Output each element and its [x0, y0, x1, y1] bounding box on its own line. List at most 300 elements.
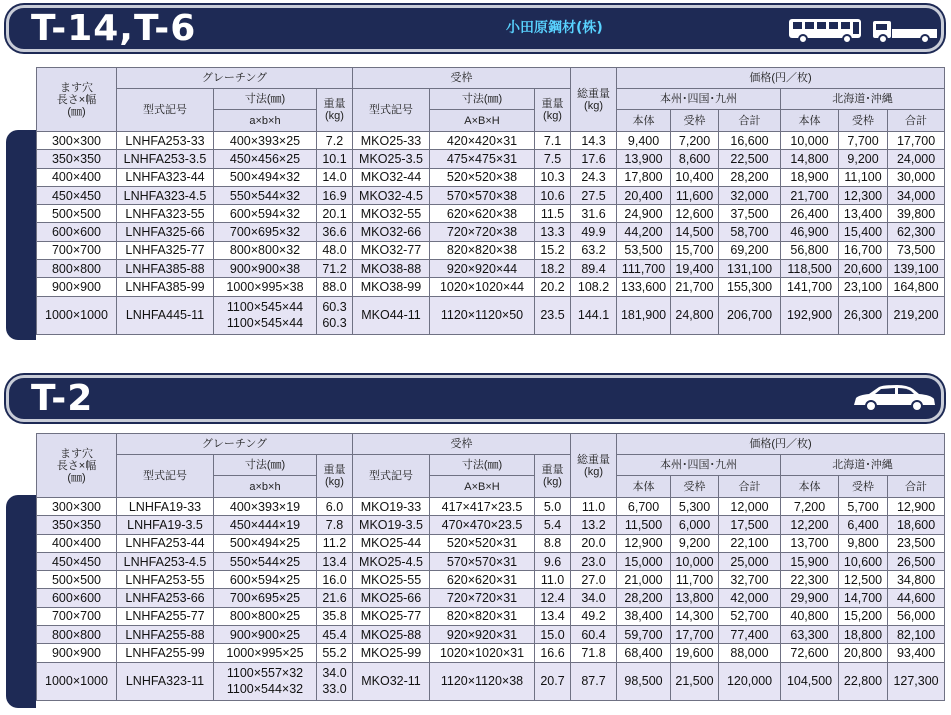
price-frame-header: 受枠	[671, 476, 719, 498]
frame-header: 受枠	[353, 434, 571, 455]
cell-price-total-r1: 58,700	[719, 223, 781, 241]
cell-price-body-r2: 14,800	[781, 150, 839, 168]
frame-dim-header: 寸法(㎜)	[430, 455, 535, 476]
cell-price-frame-r2: 7,700	[839, 132, 888, 150]
table-row	[37, 662, 945, 700]
cell-price-body-r1: 111,700	[617, 260, 671, 278]
table-row	[37, 186, 945, 204]
cell-price-total-r1: 42,000	[719, 589, 781, 607]
cell-frame-dim: 470×470×23.5	[430, 516, 535, 534]
table-side-bar	[6, 130, 36, 340]
cell-total-weight: 60.4	[571, 626, 617, 644]
cell-price-frame-r2: 5,700	[839, 498, 888, 516]
table-row	[37, 626, 945, 644]
cell-total-weight: 13.2	[571, 516, 617, 534]
cell-frame-weight: 20.2	[535, 278, 571, 296]
cell-price-frame-r1: 17,700	[671, 626, 719, 644]
cell-size: 1000×1000	[37, 296, 117, 334]
cell-price-total-r2: 26,500	[888, 552, 945, 570]
cell-grating-weight: 88.0	[317, 278, 353, 296]
cell-frame-dim: 570×570×38	[430, 186, 535, 204]
cell-frame-dim: 1020×1020×44	[430, 278, 535, 296]
cell-frame-weight: 12.4	[535, 589, 571, 607]
cell-frame-dim: 475×475×31	[430, 150, 535, 168]
cell-grating-code: LNHFA325-66	[117, 223, 214, 241]
cell-price-frame-r1: 5,300	[671, 498, 719, 516]
cell-price-body-r2: 104,500	[781, 662, 839, 700]
cell-grating-code: LNHFA255-99	[117, 644, 214, 662]
cell-price-body-r2: 29,900	[781, 589, 839, 607]
cell-price-body-r1: 9,400	[617, 132, 671, 150]
cell-price-frame-r2: 12,300	[839, 186, 888, 204]
cell-price-body-r1: 12,900	[617, 534, 671, 552]
table-row	[37, 260, 945, 278]
cell-size: 700×700	[37, 607, 117, 625]
price-body-header: 本体	[781, 110, 839, 132]
cell-frame-weight: 8.8	[535, 534, 571, 552]
price-table-t2	[36, 433, 945, 701]
cell-price-frame-r1: 10,000	[671, 552, 719, 570]
table-body	[37, 132, 945, 335]
cell-price-frame-r1: 7,200	[671, 132, 719, 150]
cell-frame-code: MKO38-99	[353, 278, 430, 296]
cell-price-body-r2: 22,300	[781, 571, 839, 589]
cell-frame-dim: 820×820×31	[430, 607, 535, 625]
cell-price-total-r1: 131,100	[719, 260, 781, 278]
price-frame-header: 受枠	[839, 476, 888, 498]
cell-frame-code: MKO25-55	[353, 571, 430, 589]
cell-grating-code: LNHFA325-77	[117, 241, 214, 259]
cell-grating-dim: 700×695×25	[214, 589, 317, 607]
cell-price-frame-r2: 15,400	[839, 223, 888, 241]
table-row	[37, 607, 945, 625]
section-title: T-14,T-6	[31, 8, 197, 49]
cell-price-body-r1: 181,900	[617, 296, 671, 334]
table-row	[37, 150, 945, 168]
total-weight-header: 総重量 (kg)	[571, 434, 617, 498]
cell-price-frame-r1: 21,700	[671, 278, 719, 296]
cell-price-frame-r1: 11,600	[671, 186, 719, 204]
grating-header: グレーチング	[117, 68, 353, 89]
cell-price-frame-r1: 11,700	[671, 571, 719, 589]
cell-price-frame-r2: 9,200	[839, 150, 888, 168]
cell-frame-code: MKO25-88	[353, 626, 430, 644]
cell-price-body-r2: 56,800	[781, 241, 839, 259]
cell-grating-dim-line: 1100×557×32	[226, 666, 304, 681]
cell-frame-dim: 1120×1120×50	[430, 296, 535, 334]
cell-price-total-r2: 30,000	[888, 168, 945, 186]
cell-grating-code: LNHFA255-88	[117, 626, 214, 644]
cell-price-total-r2: 56,000	[888, 607, 945, 625]
grating-dim-sub-header: a×b×h	[214, 476, 317, 498]
cell-price-total-r2: 127,300	[888, 662, 945, 700]
cell-price-total-r2: 93,400	[888, 644, 945, 662]
table-row	[37, 223, 945, 241]
grating-weight-header: 重量 (kg)	[317, 89, 353, 132]
cell-frame-code: MKO19-33	[353, 498, 430, 516]
cell-grating-dim: 550×544×32	[214, 186, 317, 204]
cell-total-weight: 27.0	[571, 571, 617, 589]
cell-price-total-r1: 77,400	[719, 626, 781, 644]
cell-price-frame-r1: 12,600	[671, 205, 719, 223]
frame-dim-header: 寸法(㎜)	[430, 89, 535, 110]
cell-frame-code: MKO19-3.5	[353, 516, 430, 534]
cell-grating-weight: 10.1	[317, 150, 353, 168]
cell-total-weight: 108.2	[571, 278, 617, 296]
price-total-header: 合計	[888, 110, 945, 132]
cell-price-frame-r2: 18,800	[839, 626, 888, 644]
price-frame-header: 受枠	[839, 110, 888, 132]
cell-grating-dim-line: 1100×545×44	[226, 316, 304, 331]
section-title: T-2	[31, 378, 94, 419]
grating-dim-sub-header: a×b×h	[214, 110, 317, 132]
cell-price-frame-r1: 19,400	[671, 260, 719, 278]
cell-grating-dim: 500×494×32	[214, 168, 317, 186]
cell-size: 900×900	[37, 278, 117, 296]
cell-frame-weight: 9.6	[535, 552, 571, 570]
cell-price-body-r1: 133,600	[617, 278, 671, 296]
cell-total-weight: 27.5	[571, 186, 617, 204]
price-total-header: 合計	[888, 476, 945, 498]
cell-size: 450×450	[37, 552, 117, 570]
frame-code-header: 型式記号	[353, 89, 430, 132]
cell-price-body-r2: 63,300	[781, 626, 839, 644]
cell-frame-code: MKO25-44	[353, 534, 430, 552]
cell-frame-dim: 1120×1120×38	[430, 662, 535, 700]
total-weight-header: 総重量 (kg)	[571, 68, 617, 132]
cell-frame-dim: 720×720×38	[430, 223, 535, 241]
cell-total-weight: 24.3	[571, 168, 617, 186]
cell-price-total-r2: 34,800	[888, 571, 945, 589]
cell-grating-weight: 13.4	[317, 552, 353, 570]
section-banner-t2	[6, 375, 944, 422]
cell-frame-code: MKO25-3.5	[353, 150, 430, 168]
cell-grating-code: LNHFA253-3.5	[117, 150, 214, 168]
cell-frame-code: MKO32-4.5	[353, 186, 430, 204]
cell-price-body-r1: 28,200	[617, 589, 671, 607]
cell-grating-weight: 16.0	[317, 571, 353, 589]
cell-frame-code: MKO25-4.5	[353, 552, 430, 570]
cell-total-weight: 144.1	[571, 296, 617, 334]
cell-total-weight: 49.2	[571, 607, 617, 625]
cell-grating-weight-line: 33.0	[322, 682, 347, 697]
table-row	[37, 571, 945, 589]
cell-frame-dim: 520×520×38	[430, 168, 535, 186]
cell-grating-code: LNHFA253-33	[117, 132, 214, 150]
col-size-header: ます穴 長さ×幅 (㎜)	[37, 68, 117, 132]
cell-grating-weight: 20.1	[317, 205, 353, 223]
cell-total-weight: 31.6	[571, 205, 617, 223]
cell-grating-code: LNHFA445-11	[117, 296, 214, 334]
grating-dim-header: 寸法(㎜)	[214, 455, 317, 476]
cell-price-frame-r2: 23,100	[839, 278, 888, 296]
cell-grating-code: LNHFA323-55	[117, 205, 214, 223]
cell-price-body-r1: 15,000	[617, 552, 671, 570]
cell-price-body-r1: 68,400	[617, 644, 671, 662]
table-row	[37, 534, 945, 552]
cell-grating-weight	[317, 662, 353, 700]
cell-grating-code: LNHFA253-44	[117, 534, 214, 552]
cell-price-frame-r2: 13,400	[839, 205, 888, 223]
cell-price-total-r1: 28,200	[719, 168, 781, 186]
cell-price-total-r1: 17,500	[719, 516, 781, 534]
cell-frame-weight: 5.0	[535, 498, 571, 516]
cell-grating-dim: 450×444×19	[214, 516, 317, 534]
frame-header: 受枠	[353, 68, 571, 89]
car-icon	[851, 383, 937, 415]
cell-price-total-r2: 44,600	[888, 589, 945, 607]
cell-total-weight: 89.4	[571, 260, 617, 278]
cell-price-frame-r2: 10,600	[839, 552, 888, 570]
cell-price-body-r2: 72,600	[781, 644, 839, 662]
cell-price-body-r1: 6,700	[617, 498, 671, 516]
cell-price-frame-r1: 8,600	[671, 150, 719, 168]
cell-price-total-r1: 88,000	[719, 644, 781, 662]
cell-price-frame-r2: 22,800	[839, 662, 888, 700]
cell-frame-dim: 920×920×31	[430, 626, 535, 644]
frame-dim-sub-header: A×B×H	[430, 476, 535, 498]
cell-frame-code: MKO25-66	[353, 589, 430, 607]
cell-frame-code: MKO25-33	[353, 132, 430, 150]
cell-frame-code: MKO38-88	[353, 260, 430, 278]
cell-price-body-r1: 53,500	[617, 241, 671, 259]
cell-total-weight: 23.0	[571, 552, 617, 570]
cell-total-weight: 14.3	[571, 132, 617, 150]
cell-total-weight: 63.2	[571, 241, 617, 259]
table-row	[37, 516, 945, 534]
cell-price-total-r2: 39,800	[888, 205, 945, 223]
table-row	[37, 278, 945, 296]
table-row	[37, 205, 945, 223]
cell-price-body-r2: 15,900	[781, 552, 839, 570]
table-row	[37, 132, 945, 150]
cell-size: 1000×1000	[37, 662, 117, 700]
cell-frame-dim: 620×620×38	[430, 205, 535, 223]
cell-grating-dim: 1000×995×25	[214, 644, 317, 662]
cell-grating-dim: 800×800×32	[214, 241, 317, 259]
cell-price-body-r1: 44,200	[617, 223, 671, 241]
cell-grating-weight: 11.2	[317, 534, 353, 552]
price-body-header: 本体	[617, 110, 671, 132]
cell-grating-weight: 55.2	[317, 644, 353, 662]
cell-price-total-r1: 32,700	[719, 571, 781, 589]
cell-price-frame-r2: 11,100	[839, 168, 888, 186]
cell-price-total-r2: 219,200	[888, 296, 945, 334]
cell-grating-weight: 45.4	[317, 626, 353, 644]
cell-grating-code: LNHFA385-99	[117, 278, 214, 296]
cell-frame-weight: 5.4	[535, 516, 571, 534]
cell-price-body-r2: 12,200	[781, 516, 839, 534]
cell-grating-weight: 48.0	[317, 241, 353, 259]
cell-price-body-r2: 21,700	[781, 186, 839, 204]
cell-price-total-r2: 73,500	[888, 241, 945, 259]
cell-price-frame-r2: 6,400	[839, 516, 888, 534]
cell-size: 450×450	[37, 186, 117, 204]
cell-frame-code: MKO32-55	[353, 205, 430, 223]
cell-price-total-r1: 69,200	[719, 241, 781, 259]
table-row	[37, 168, 945, 186]
cell-price-total-r2: 164,800	[888, 278, 945, 296]
cell-total-weight: 49.9	[571, 223, 617, 241]
cell-total-weight: 11.0	[571, 498, 617, 516]
frame-dim-sub-header: A×B×H	[430, 110, 535, 132]
cell-price-frame-r2: 20,600	[839, 260, 888, 278]
cell-frame-code: MKO25-99	[353, 644, 430, 662]
cell-grating-weight: 35.8	[317, 607, 353, 625]
cell-price-frame-r1: 13,800	[671, 589, 719, 607]
table-side-bar	[6, 495, 36, 708]
cell-price-body-r1: 98,500	[617, 662, 671, 700]
cell-price-total-r2: 18,600	[888, 516, 945, 534]
cell-grating-weight: 14.0	[317, 168, 353, 186]
cell-frame-code: MKO44-11	[353, 296, 430, 334]
cell-size: 350×350	[37, 150, 117, 168]
cell-grating-code: LNHFA323-4.5	[117, 186, 214, 204]
cell-grating-weight: 71.2	[317, 260, 353, 278]
cell-price-total-r1: 120,000	[719, 662, 781, 700]
cell-price-total-r2: 12,900	[888, 498, 945, 516]
cell-frame-weight: 18.2	[535, 260, 571, 278]
cell-price-frame-r1: 19,600	[671, 644, 719, 662]
cell-price-frame-r1: 14,300	[671, 607, 719, 625]
cell-grating-dim: 550×544×25	[214, 552, 317, 570]
cell-grating-dim: 400×393×19	[214, 498, 317, 516]
cell-price-frame-r2: 26,300	[839, 296, 888, 334]
cell-frame-dim: 720×720×31	[430, 589, 535, 607]
cell-price-body-r2: 40,800	[781, 607, 839, 625]
cell-frame-dim: 420×420×31	[430, 132, 535, 150]
cell-grating-weight: 7.8	[317, 516, 353, 534]
cell-grating-code: LNHFA323-11	[117, 662, 214, 700]
price-header: 価格(円／枚)	[617, 68, 945, 89]
cell-frame-weight: 13.3	[535, 223, 571, 241]
cell-grating-dim: 700×695×32	[214, 223, 317, 241]
cell-price-total-r1: 22,100	[719, 534, 781, 552]
table-row	[37, 644, 945, 662]
cell-grating-weight	[317, 296, 353, 334]
cell-size: 600×600	[37, 223, 117, 241]
grating-dim-header: 寸法(㎜)	[214, 89, 317, 110]
cell-price-total-r1: 12,000	[719, 498, 781, 516]
cell-size: 700×700	[37, 241, 117, 259]
cell-price-body-r1: 21,000	[617, 571, 671, 589]
cell-price-body-r1: 11,500	[617, 516, 671, 534]
cell-price-total-r2: 82,100	[888, 626, 945, 644]
cell-frame-weight: 23.5	[535, 296, 571, 334]
bus-icon	[787, 16, 865, 44]
cell-size: 350×350	[37, 516, 117, 534]
cell-size: 500×500	[37, 205, 117, 223]
cell-price-total-r1: 155,300	[719, 278, 781, 296]
col-size-header: ます穴 長さ×幅 (㎜)	[37, 434, 117, 498]
cell-price-total-r2: 23,500	[888, 534, 945, 552]
cell-frame-weight: 10.6	[535, 186, 571, 204]
cell-price-body-r2: 13,700	[781, 534, 839, 552]
frame-code-header: 型式記号	[353, 455, 430, 498]
cell-grating-dim	[214, 662, 317, 700]
price-table-t14-t6	[36, 67, 945, 335]
cell-frame-weight: 11.0	[535, 571, 571, 589]
cell-price-frame-r1: 9,200	[671, 534, 719, 552]
cell-price-body-r2: 18,900	[781, 168, 839, 186]
cell-price-frame-r1: 21,500	[671, 662, 719, 700]
cell-grating-weight-line: 34.0	[322, 666, 347, 681]
company-name: 小田原鋼材(株)	[506, 20, 603, 36]
cell-size: 900×900	[37, 644, 117, 662]
cell-size: 400×400	[37, 168, 117, 186]
cell-price-total-r2: 24,000	[888, 150, 945, 168]
cell-price-body-r1: 59,700	[617, 626, 671, 644]
cell-total-weight: 87.7	[571, 662, 617, 700]
cell-total-weight: 71.8	[571, 644, 617, 662]
cell-frame-weight: 7.1	[535, 132, 571, 150]
cell-price-total-r1: 32,000	[719, 186, 781, 204]
cell-grating-dim: 600×594×25	[214, 571, 317, 589]
cell-grating-code: LNHFA385-88	[117, 260, 214, 278]
cell-grating-dim: 600×594×32	[214, 205, 317, 223]
grating-code-header: 型式記号	[117, 455, 214, 498]
cell-grating-weight: 36.6	[317, 223, 353, 241]
cell-price-frame-r1: 15,700	[671, 241, 719, 259]
cell-price-frame-r1: 24,800	[671, 296, 719, 334]
price-total-header: 合計	[719, 476, 781, 498]
cell-price-frame-r2: 16,700	[839, 241, 888, 259]
cell-grating-code: LNHFA19-3.5	[117, 516, 214, 534]
cell-grating-dim: 1000×995×38	[214, 278, 317, 296]
price-header: 価格(円／枚)	[617, 434, 945, 455]
cell-frame-weight: 15.0	[535, 626, 571, 644]
region1-header: 本州･四国･九州	[617, 89, 781, 110]
cell-grating-dim: 900×900×38	[214, 260, 317, 278]
price-total-header: 合計	[719, 110, 781, 132]
cell-frame-dim: 920×920×44	[430, 260, 535, 278]
cell-grating-weight: 6.0	[317, 498, 353, 516]
cell-grating-dim	[214, 296, 317, 334]
cell-price-frame-r2: 20,800	[839, 644, 888, 662]
cell-total-weight: 34.0	[571, 589, 617, 607]
price-body-header: 本体	[781, 476, 839, 498]
region2-header: 北海道･沖縄	[781, 455, 945, 476]
cell-grating-dim: 400×393×25	[214, 132, 317, 150]
cell-frame-dim: 570×570×31	[430, 552, 535, 570]
cell-size: 300×300	[37, 498, 117, 516]
cell-price-frame-r2: 15,200	[839, 607, 888, 625]
cell-grating-code: LNHFA253-55	[117, 571, 214, 589]
cell-frame-code: MKO32-77	[353, 241, 430, 259]
cell-price-body-r2: 192,900	[781, 296, 839, 334]
cell-grating-code: LNHFA19-33	[117, 498, 214, 516]
frame-weight-header: 重量 (kg)	[535, 455, 571, 498]
cell-frame-weight: 16.6	[535, 644, 571, 662]
cell-frame-dim: 520×520×31	[430, 534, 535, 552]
cell-price-total-r1: 16,600	[719, 132, 781, 150]
cell-grating-weight: 7.2	[317, 132, 353, 150]
cell-frame-weight: 20.7	[535, 662, 571, 700]
cell-frame-dim: 620×620×31	[430, 571, 535, 589]
cell-grating-dim: 500×494×25	[214, 534, 317, 552]
cell-frame-weight: 15.2	[535, 241, 571, 259]
cell-frame-dim: 1020×1020×31	[430, 644, 535, 662]
cell-price-body-r2: 141,700	[781, 278, 839, 296]
cell-grating-weight: 16.9	[317, 186, 353, 204]
cell-frame-code: MKO25-77	[353, 607, 430, 625]
cell-grating-weight-line: 60.3	[322, 316, 347, 331]
cell-frame-code: MKO32-11	[353, 662, 430, 700]
cell-price-frame-r2: 14,700	[839, 589, 888, 607]
cell-grating-dim: 450×456×25	[214, 150, 317, 168]
cell-price-total-r2: 62,300	[888, 223, 945, 241]
cell-price-body-r1: 13,900	[617, 150, 671, 168]
